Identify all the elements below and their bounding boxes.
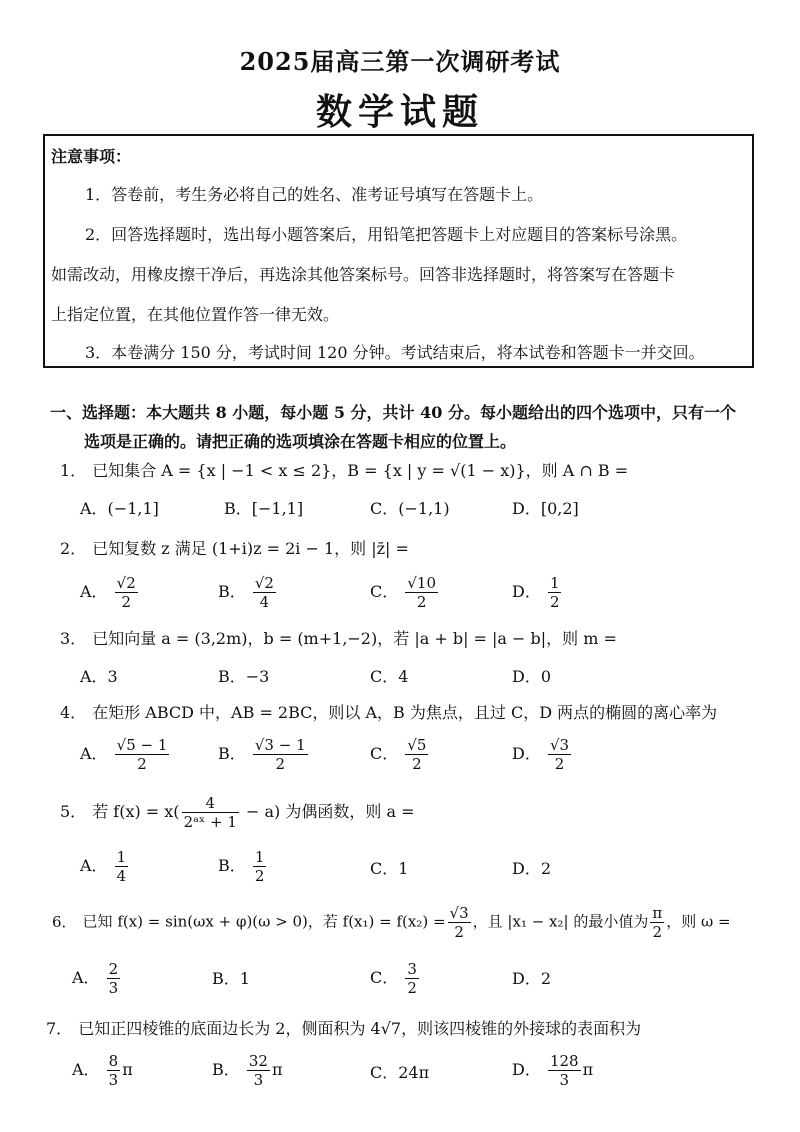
option-label: D． bbox=[512, 582, 541, 601]
numerator: 8 bbox=[108, 1052, 119, 1070]
option-label: A． bbox=[72, 968, 100, 987]
pi-symbol: π bbox=[582, 1060, 594, 1079]
denominator: 3 bbox=[108, 979, 119, 997]
denominator: 2 bbox=[254, 867, 265, 885]
section-line-1: 一、选择题：本大题共 8 小题，每小题 5 分，共计 40 分。每小题给出的四个选项中，只有一个 bbox=[50, 403, 736, 422]
question-6 bbox=[52, 904, 731, 941]
q2-option-c[interactable] bbox=[370, 574, 440, 611]
exam-title: 2025届高三第一次调研考试 bbox=[239, 47, 561, 76]
question-stem-mid: ，且 |x₁ − x₂| 的最小值为 bbox=[472, 912, 649, 931]
option-label: A． bbox=[80, 582, 108, 601]
question-number: 7． bbox=[46, 1019, 73, 1038]
fraction bbox=[548, 1052, 581, 1089]
fraction bbox=[405, 960, 419, 997]
numerator: 1 bbox=[254, 848, 265, 866]
numerator: 1 bbox=[549, 574, 560, 592]
numerator: √2 bbox=[116, 574, 136, 592]
fraction bbox=[107, 1052, 121, 1089]
fraction bbox=[650, 904, 664, 941]
numerator: √3 bbox=[449, 904, 469, 922]
q2-option-b[interactable] bbox=[218, 574, 278, 611]
q7-option-d[interactable] bbox=[512, 1052, 593, 1089]
notice-box bbox=[43, 134, 754, 368]
fraction bbox=[253, 848, 267, 885]
denominator: 2 bbox=[416, 593, 427, 611]
notice-heading: 注意事项： bbox=[51, 147, 132, 166]
subject-title: 数学试题 bbox=[315, 91, 484, 133]
numerator: π bbox=[652, 904, 663, 922]
option-label: A． bbox=[72, 1060, 100, 1079]
option-label: B． bbox=[218, 582, 246, 601]
q4-option-b[interactable] bbox=[218, 736, 310, 773]
denominator: 2ᵃˣ + 1 bbox=[183, 813, 237, 831]
question-stem-pre: 若 f(x) = x( bbox=[92, 802, 180, 821]
q7-option-c[interactable]: C．24π bbox=[370, 1063, 430, 1082]
question-stem: 已知复数 z 满足 (1+i)z = 2i − 1，则 |z̄| = bbox=[92, 539, 409, 558]
numerator: 3 bbox=[407, 960, 417, 978]
q3-option-c[interactable]: C．4 bbox=[370, 667, 409, 686]
fraction bbox=[115, 736, 170, 773]
denominator: 2 bbox=[407, 979, 417, 997]
fraction bbox=[253, 736, 308, 773]
denominator: 3 bbox=[559, 1071, 570, 1089]
denominator: 2 bbox=[554, 755, 565, 773]
q1-option-d[interactable]: D．[0,2] bbox=[512, 499, 579, 518]
notice-line-4: 上指定位置，在其他位置作答一律无效。 bbox=[51, 305, 340, 324]
q5-option-b[interactable] bbox=[218, 848, 268, 885]
question-3 bbox=[60, 626, 617, 649]
question-stem: 已知向量 a = (3,2m)，b = (m+1,−2)，若 |a + b| = |a − b|，则 m = bbox=[92, 629, 617, 648]
question-stem: 已知正四棱锥的底面边长为 2，侧面积为 4√7，则该四棱锥的外接球的表面积为 bbox=[78, 1019, 642, 1038]
numerator: 1 bbox=[116, 848, 127, 866]
option-label: C． bbox=[370, 968, 399, 987]
numerator: √5 bbox=[407, 736, 427, 754]
option-label: B． bbox=[218, 856, 246, 875]
option-label: D． bbox=[512, 744, 541, 763]
numerator: 128 bbox=[549, 1052, 579, 1070]
fraction bbox=[253, 574, 276, 611]
question-7 bbox=[46, 1016, 641, 1039]
option-label: C． bbox=[370, 744, 399, 763]
q1-option-a[interactable]: A．(−1,1] bbox=[80, 499, 159, 518]
question-stem-post: ，则 ω = bbox=[666, 912, 731, 931]
option-label: D． bbox=[512, 1060, 541, 1079]
pi-symbol: π bbox=[122, 1060, 133, 1079]
numerator: √3 − 1 bbox=[254, 736, 306, 754]
q6-option-a[interactable] bbox=[72, 960, 122, 997]
q1-option-c[interactable]: C．(−1,1) bbox=[370, 499, 450, 518]
option-label: A． bbox=[80, 856, 108, 875]
fraction bbox=[405, 574, 438, 611]
question-4 bbox=[60, 700, 717, 723]
question-number: 5． bbox=[60, 802, 87, 821]
numerator: √3 bbox=[549, 736, 570, 754]
q5-option-d[interactable]: D．2 bbox=[512, 859, 552, 878]
numerator: √5 − 1 bbox=[116, 736, 168, 754]
pi-symbol: π bbox=[271, 1060, 283, 1079]
q2-option-d[interactable] bbox=[512, 574, 563, 611]
question-2 bbox=[60, 536, 409, 559]
denominator: 4 bbox=[259, 593, 270, 611]
denominator: 2 bbox=[275, 755, 285, 773]
denominator: 2 bbox=[652, 923, 663, 941]
question-number: 1． bbox=[60, 461, 87, 480]
q4-option-d[interactable] bbox=[512, 736, 573, 773]
q4-option-a[interactable] bbox=[80, 736, 171, 773]
denominator: 2 bbox=[137, 755, 147, 773]
q6-option-d[interactable]: D．2 bbox=[512, 969, 552, 988]
denominator: 2 bbox=[454, 923, 464, 941]
question-stem-pre: 已知 f(x) = sin(ωx + φ)(ω > 0)，若 f(x₁) = f(x₂) = bbox=[82, 912, 446, 931]
question-number: 3． bbox=[60, 629, 87, 648]
fraction bbox=[115, 574, 138, 611]
q3-option-b[interactable]: B．−3 bbox=[218, 667, 270, 686]
numerator: 2 bbox=[108, 960, 119, 978]
q3-option-d[interactable]: D．0 bbox=[512, 667, 552, 686]
question-5 bbox=[60, 794, 414, 831]
option-label: B． bbox=[218, 744, 246, 763]
numerator: 32 bbox=[248, 1052, 268, 1070]
notice-line-1: 1．答卷前，考生务必将自己的姓名、准考证号填写在答题卡上。 bbox=[85, 185, 544, 204]
fraction bbox=[448, 904, 471, 941]
fraction bbox=[548, 736, 571, 773]
question-number: 4． bbox=[60, 703, 87, 722]
q7-option-b[interactable] bbox=[212, 1052, 282, 1089]
question-number: 6． bbox=[52, 912, 77, 931]
section-heading bbox=[50, 398, 770, 456]
fraction bbox=[247, 1052, 270, 1089]
fraction bbox=[548, 574, 562, 611]
fraction bbox=[107, 960, 121, 997]
question-stem: 在矩形 ABCD 中，AB = 2BC，则以 A，B 为焦点，且过 C，D 两点的椭圆的离心率为 bbox=[92, 703, 718, 722]
question-1 bbox=[60, 458, 628, 481]
section-line-2: 选项是正确的。请把正确的选项填涂在答题卡相应的位置上。 bbox=[84, 432, 517, 451]
question-stem: 已知集合 A = {x | −1 < x ≤ 2}，B = {x | y = √(1 − x)}，则 A ∩ B = bbox=[92, 461, 629, 480]
q6-option-c[interactable] bbox=[370, 960, 421, 997]
fraction bbox=[405, 736, 428, 773]
question-number: 2． bbox=[60, 539, 87, 558]
q5-option-a[interactable] bbox=[80, 848, 130, 885]
denominator: 2 bbox=[549, 593, 560, 611]
denominator: 4 bbox=[116, 867, 127, 885]
numerator: 4 bbox=[182, 794, 239, 813]
numerator: √2 bbox=[254, 574, 274, 592]
q6-option-b[interactable]: B．1 bbox=[212, 969, 250, 988]
q2-option-a[interactable] bbox=[80, 574, 140, 611]
fraction bbox=[182, 794, 239, 831]
notice-line-3: 如需改动，用橡皮擦干净后，再选涂其他答案标号。回答非选择题时，将答案写在答题卡 bbox=[51, 265, 676, 284]
option-label: A． bbox=[80, 744, 108, 763]
notice-line-2: 2．回答选择题时，选出每小题答案后，用铅笔把答题卡上对应题目的答案标号涂黑。 bbox=[85, 225, 688, 244]
q7-option-a[interactable] bbox=[72, 1052, 133, 1089]
denominator: 3 bbox=[253, 1071, 264, 1089]
q1-option-b[interactable]: B．[−1,1] bbox=[224, 499, 304, 518]
q5-option-c[interactable]: C．1 bbox=[370, 859, 409, 878]
q3-option-a[interactable]: A．3 bbox=[80, 667, 118, 686]
fraction bbox=[115, 848, 129, 885]
denominator: 3 bbox=[108, 1071, 119, 1089]
notice-line-5: 3．本卷满分 150 分，考试时间 120 分钟。考试结束后，将本试卷和答题卡一并交回。 bbox=[85, 343, 705, 362]
option-label: B． bbox=[212, 1060, 240, 1079]
question-stem-post: − a) 为偶函数，则 a = bbox=[240, 802, 415, 821]
numerator: √10 bbox=[407, 574, 436, 592]
denominator: 2 bbox=[121, 593, 131, 611]
option-label: C． bbox=[370, 582, 399, 601]
q4-option-c[interactable] bbox=[370, 736, 430, 773]
denominator: 2 bbox=[412, 755, 422, 773]
